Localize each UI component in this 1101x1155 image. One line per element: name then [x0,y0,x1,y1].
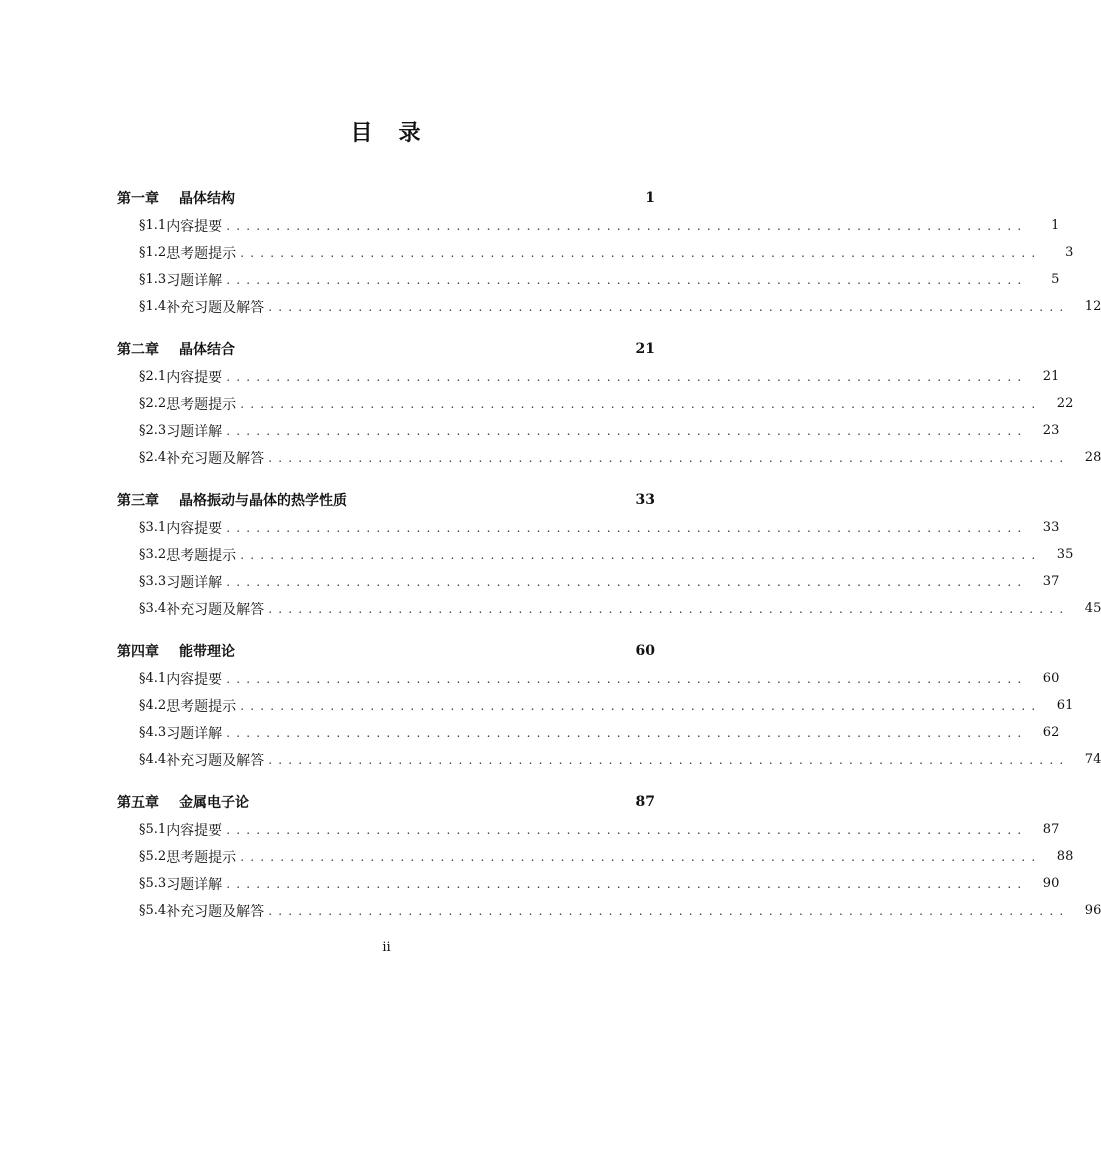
toc-chapter [117,486,1101,622]
page-number-footer: ii [382,940,391,955]
chapter-number: 第三章 [117,493,159,509]
toc-section-row[interactable] [117,239,1074,266]
toc-section-row[interactable] [117,665,1060,692]
section-number: §4.3 [139,725,167,740]
section-page-number: 90 [1042,876,1060,891]
toc-section-row[interactable] [117,870,1060,897]
section-page-number: 74 [1084,752,1101,767]
toc-section-row[interactable] [117,897,1101,924]
chapter-number: 第二章 [117,342,159,358]
section-number: §4.1 [139,671,167,686]
dot-leader: ................................................................................ [226,725,1028,740]
section-page-number: 28 [1084,450,1101,465]
section-page-number: 96 [1084,903,1101,918]
section-title: 补充习题及解答 [166,299,265,316]
toc-section-row[interactable] [117,514,1060,541]
dot-leader: ................................................................................ [226,876,1028,891]
section-number: §5.2 [139,849,167,864]
toc-section-row[interactable] [117,541,1074,568]
toc-section-row[interactable] [117,293,1101,320]
section-number: §5.4 [139,903,167,918]
section-number: §5.3 [139,876,167,891]
section-number: §5.1 [139,822,167,837]
section-title: 补充习题及解答 [166,903,265,920]
section-page-number: 61 [1056,698,1074,713]
chapter-heading[interactable] [117,184,655,212]
dot-leader: ................................................................................ [226,520,1028,535]
dot-leader: ................................................................................ [226,822,1028,837]
section-title: 内容提要 [166,520,223,537]
section-title: 补充习题及解答 [166,601,265,618]
section-number: §3.3 [139,574,167,589]
section-page-number: 1 [1051,218,1060,233]
toc-section-row[interactable] [117,816,1060,843]
dot-leader: ................................................................................ [226,671,1028,686]
chapter-heading[interactable] [117,335,655,363]
chapter-page-number: 33 [635,492,655,508]
section-number: §1.3 [139,272,167,287]
chapter-title: 能带理论 [179,644,235,660]
section-title: 习题详解 [166,272,223,289]
section-number: §3.1 [139,520,167,535]
chapter-page-number: 87 [635,794,655,810]
section-number: §2.4 [139,450,167,465]
section-title: 思考题提示 [166,849,237,866]
section-title: 补充习题及解答 [166,450,265,467]
section-page-number: 87 [1042,822,1060,837]
toc-section-row[interactable] [117,746,1101,773]
dot-leader: ................................................................................ [226,218,1028,233]
section-title: 思考题提示 [166,547,237,564]
section-number: §1.1 [139,218,167,233]
dot-leader: ................................................................................ [226,272,1028,287]
section-page-number: 5 [1051,272,1060,287]
toc-section-row[interactable] [117,266,1060,293]
chapter-heading[interactable] [117,788,655,816]
chapter-number: 第五章 [117,795,159,811]
section-title: 习题详解 [166,423,223,440]
toc-chapter [117,184,1101,320]
chapter-page-number: 21 [635,341,655,357]
dot-leader: ................................................................................ [226,369,1028,384]
toc-section-row[interactable] [117,444,1101,471]
dot-leader: ................................................................................ [240,245,1042,260]
toc-section-row[interactable] [117,363,1060,390]
section-title: 内容提要 [166,218,223,235]
section-page-number: 3 [1065,245,1074,260]
dot-leader: ................................................................................ [226,423,1028,438]
chapter-number: 第一章 [117,191,159,207]
section-number: §2.2 [139,396,167,411]
dot-leader: ................................................................................ [268,903,1070,918]
section-number: §1.4 [139,299,167,314]
section-title: 思考题提示 [166,698,237,715]
section-number: §3.4 [139,601,167,616]
toc-section-row[interactable] [117,843,1074,870]
dot-leader: ................................................................................ [268,601,1070,616]
section-page-number: 12 [1084,299,1101,314]
dot-leader: ................................................................................ [268,450,1070,465]
chapter-heading[interactable] [117,637,655,665]
toc-chapter [117,335,1101,471]
toc-section-row[interactable] [117,417,1060,444]
toc-chapter [117,788,1101,924]
section-number: §1.2 [139,245,167,260]
section-title: 习题详解 [166,574,223,591]
section-number: §2.1 [139,369,167,384]
chapter-page-number: 1 [645,190,655,206]
toc-section-row[interactable] [117,390,1074,417]
chapter-heading[interactable] [117,486,655,514]
dot-leader: ................................................................................ [226,574,1028,589]
section-page-number: 23 [1042,423,1060,438]
section-page-number: 35 [1056,547,1074,562]
toc-chapter [117,637,1101,773]
section-page-number: 62 [1042,725,1060,740]
page-title: 目 录 [350,121,423,146]
dot-leader: ................................................................................ [240,698,1042,713]
section-page-number: 60 [1042,671,1060,686]
section-title: 思考题提示 [166,245,237,262]
section-page-number: 88 [1056,849,1074,864]
dot-leader: ................................................................................ [268,299,1070,314]
chapter-page-number: 60 [635,643,655,659]
dot-leader: ................................................................................ [268,752,1070,767]
chapter-title: 晶体结构 [179,191,235,207]
section-title: 补充习题及解答 [166,752,265,769]
section-title: 思考题提示 [166,396,237,413]
section-title: 习题详解 [166,876,223,893]
section-page-number: 37 [1042,574,1060,589]
section-title: 内容提要 [166,822,223,839]
section-number: §4.2 [139,698,167,713]
toc-section-row[interactable] [117,595,1101,622]
section-number: §2.3 [139,423,167,438]
section-title: 内容提要 [166,369,223,386]
dot-leader: ................................................................................ [240,849,1042,864]
table-of-contents [117,184,1101,939]
section-number: §4.4 [139,752,167,767]
dot-leader: ................................................................................ [240,547,1042,562]
chapter-title: 金属电子论 [179,795,249,811]
section-page-number: 21 [1042,369,1060,384]
chapter-number: 第四章 [117,644,159,660]
section-title: 内容提要 [166,671,223,688]
section-page-number: 22 [1056,396,1074,411]
toc-section-row[interactable] [117,212,1060,239]
toc-section-row[interactable] [117,568,1060,595]
chapter-title: 晶格振动与晶体的热学性质 [179,493,347,509]
toc-section-row[interactable] [117,719,1060,746]
dot-leader: ................................................................................ [240,396,1042,411]
toc-section-row[interactable] [117,692,1074,719]
section-number: §3.2 [139,547,167,562]
chapter-title: 晶体结合 [179,342,235,358]
section-page-number: 33 [1042,520,1060,535]
section-title: 习题详解 [166,725,223,742]
section-page-number: 45 [1084,601,1101,616]
